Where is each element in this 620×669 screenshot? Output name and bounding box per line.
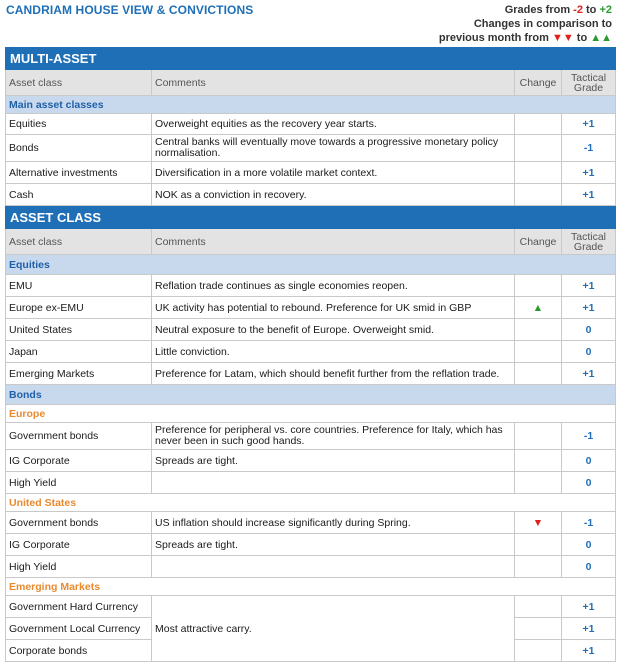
asset-name: Japan — [6, 341, 152, 363]
asset-comment: Neutral exposure to the benefit of Europe. Overweight smid. — [152, 319, 515, 341]
subgroup-label: United States — [6, 494, 616, 512]
legend-changes-line: Changes in comparison to — [473, 18, 612, 30]
col-tactical-grade — [562, 70, 616, 96]
asset-name: High Yield — [6, 472, 152, 494]
change-cell — [515, 472, 562, 494]
group-row-equities — [6, 255, 616, 275]
legend-month-text: previous month from — [438, 32, 552, 44]
col-tactical-grade — [562, 229, 616, 255]
grade-cell: 0 — [562, 341, 616, 363]
asset-comment: Preference for peripheral vs. core countries. Preference for Italy, which has never been in such good hands. — [152, 423, 515, 450]
multi-asset-title: MULTI-ASSET — [6, 48, 616, 70]
change-cell — [515, 114, 562, 135]
col-comments: Comments — [152, 70, 515, 96]
asset-name: IG Corporate — [6, 534, 152, 556]
legend-to-text: to — [582, 4, 600, 16]
asset-name: United States — [6, 319, 152, 341]
asset-comment: Most attractive carry. — [152, 596, 515, 662]
down-arrows-icon: ▼▼ — [551, 32, 574, 44]
grade-cell: -1 — [562, 512, 616, 534]
col-tactical-label: Tactical — [571, 71, 607, 84]
column-header-row — [6, 229, 616, 255]
table-row — [6, 596, 616, 618]
table-row — [6, 363, 616, 385]
multi-asset-table — [5, 47, 616, 206]
asset-name: Government Hard Currency — [6, 596, 152, 618]
col-grade-label: Grade — [573, 81, 604, 94]
col-comments: Comments — [152, 229, 515, 255]
col-change: Change — [515, 70, 562, 96]
asset-comment: Preference for Latam, which should benefit further from the reflation trade. — [152, 363, 515, 385]
table-row — [6, 472, 616, 494]
asset-name: Europe ex-EMU — [6, 297, 152, 319]
group-row-main-asset-classes — [6, 96, 616, 114]
asset-comment: Diversification in a more volatile market context. — [152, 162, 515, 184]
change-cell — [515, 640, 562, 662]
grade-cell: 0 — [562, 556, 616, 578]
asset-comment: Spreads are tight. — [152, 534, 515, 556]
change-cell — [515, 534, 562, 556]
asset-class-title: ASSET CLASS — [6, 207, 616, 229]
multi-asset-section-header — [6, 48, 616, 70]
change-cell — [515, 184, 562, 206]
group-label: Equities — [6, 255, 616, 275]
legend-grade-max: +2 — [599, 4, 612, 16]
grade-cell: +1 — [562, 297, 616, 319]
table-row — [6, 512, 616, 534]
change-cell — [515, 423, 562, 450]
asset-comment: Central banks will eventually move towards a progressive monetary policy normalisation. — [152, 135, 515, 162]
table-row — [6, 556, 616, 578]
col-asset-class: Asset class — [6, 70, 152, 96]
table-row — [6, 275, 616, 297]
asset-comment — [152, 472, 515, 494]
asset-name: Emerging Markets — [6, 363, 152, 385]
change-cell — [515, 341, 562, 363]
legend-grades-text: Grades from — [504, 4, 574, 16]
group-row-bonds — [6, 385, 616, 405]
grade-cell: +1 — [562, 275, 616, 297]
asset-comment: NOK as a conviction in recovery. — [152, 184, 515, 206]
grade-cell: -1 — [562, 135, 616, 162]
asset-name: EMU — [6, 275, 152, 297]
change-cell — [515, 450, 562, 472]
grade-cell: +1 — [562, 184, 616, 206]
table-row — [6, 319, 616, 341]
grade-cell: +1 — [562, 596, 616, 618]
grade-cell: 0 — [562, 319, 616, 341]
group-label: Bonds — [6, 385, 616, 405]
asset-class-section-header — [6, 207, 616, 229]
grade-cell: -1 — [562, 423, 616, 450]
asset-name: Government Local Currency — [6, 618, 152, 640]
grade-cell: +1 — [562, 162, 616, 184]
change-cell — [515, 363, 562, 385]
column-header-row — [6, 70, 616, 96]
grade-cell: +1 — [562, 114, 616, 135]
grade-cell: 0 — [562, 472, 616, 494]
asset-name: Government bonds — [6, 512, 152, 534]
asset-comment: UK activity has potential to rebound. Preference for UK smid in GBP — [152, 297, 515, 319]
table-row — [6, 341, 616, 363]
grade-cell: 0 — [562, 450, 616, 472]
grade-cell: +1 — [562, 640, 616, 662]
change-cell — [515, 556, 562, 578]
asset-name: IG Corporate — [6, 450, 152, 472]
table-row — [6, 297, 616, 319]
legend-month-line — [439, 31, 612, 45]
group-label: Main asset classes — [6, 96, 616, 114]
table-row — [6, 184, 616, 206]
table-row — [6, 423, 616, 450]
asset-name: Cash — [6, 184, 152, 206]
grade-cell: +1 — [562, 363, 616, 385]
subgroup-label: Emerging Markets — [6, 578, 616, 596]
asset-comment: Little conviction. — [152, 341, 515, 363]
asset-comment — [152, 556, 515, 578]
col-grade-label: Grade — [573, 240, 604, 253]
col-change: Change — [515, 229, 562, 255]
col-tactical-label: Tactical — [571, 230, 607, 243]
asset-name: Corporate bonds — [6, 640, 152, 662]
up-arrow-icon: ▲ — [515, 297, 562, 319]
change-cell — [515, 162, 562, 184]
asset-name: High Yield — [6, 556, 152, 578]
asset-comment: Spreads are tight. — [152, 450, 515, 472]
change-cell — [515, 319, 562, 341]
table-row — [6, 162, 616, 184]
grade-cell: +1 — [562, 618, 616, 640]
subgroup-row-united-states — [6, 494, 616, 512]
subgroup-row-emerging-markets — [6, 578, 616, 596]
table-row — [6, 114, 616, 135]
change-cell — [515, 618, 562, 640]
asset-name: Bonds — [6, 135, 152, 162]
grades-legend — [439, 3, 612, 45]
asset-name: Government bonds — [6, 423, 152, 450]
grade-cell: 0 — [562, 534, 616, 556]
col-asset-class: Asset class — [6, 229, 152, 255]
change-cell — [515, 135, 562, 162]
asset-comment: US inflation should increase significantly during Spring. — [152, 512, 515, 534]
asset-comment: Reflation trade continues as single economies reopen. — [152, 275, 515, 297]
table-row — [6, 135, 616, 162]
asset-name: Alternative investments — [6, 162, 152, 184]
asset-comment: Overweight equities as the recovery year starts. — [152, 114, 515, 135]
table-row — [6, 534, 616, 556]
table-row — [6, 450, 616, 472]
legend-grades-line — [439, 3, 612, 17]
asset-class-table — [5, 206, 616, 662]
page-header — [0, 0, 620, 46]
asset-name: Equities — [6, 114, 152, 135]
subgroup-label: Europe — [6, 405, 616, 423]
up-arrows-icon: ▲▲ — [590, 32, 612, 44]
legend-arrow-to: to — [573, 32, 591, 44]
legend-grade-min: -2 — [573, 4, 583, 16]
change-cell — [515, 596, 562, 618]
page-title: CANDRIAM HOUSE VIEW & CONVICTIONS — [6, 3, 254, 17]
change-cell — [515, 275, 562, 297]
subgroup-row-europe — [6, 405, 616, 423]
down-arrow-icon: ▼ — [515, 512, 562, 534]
